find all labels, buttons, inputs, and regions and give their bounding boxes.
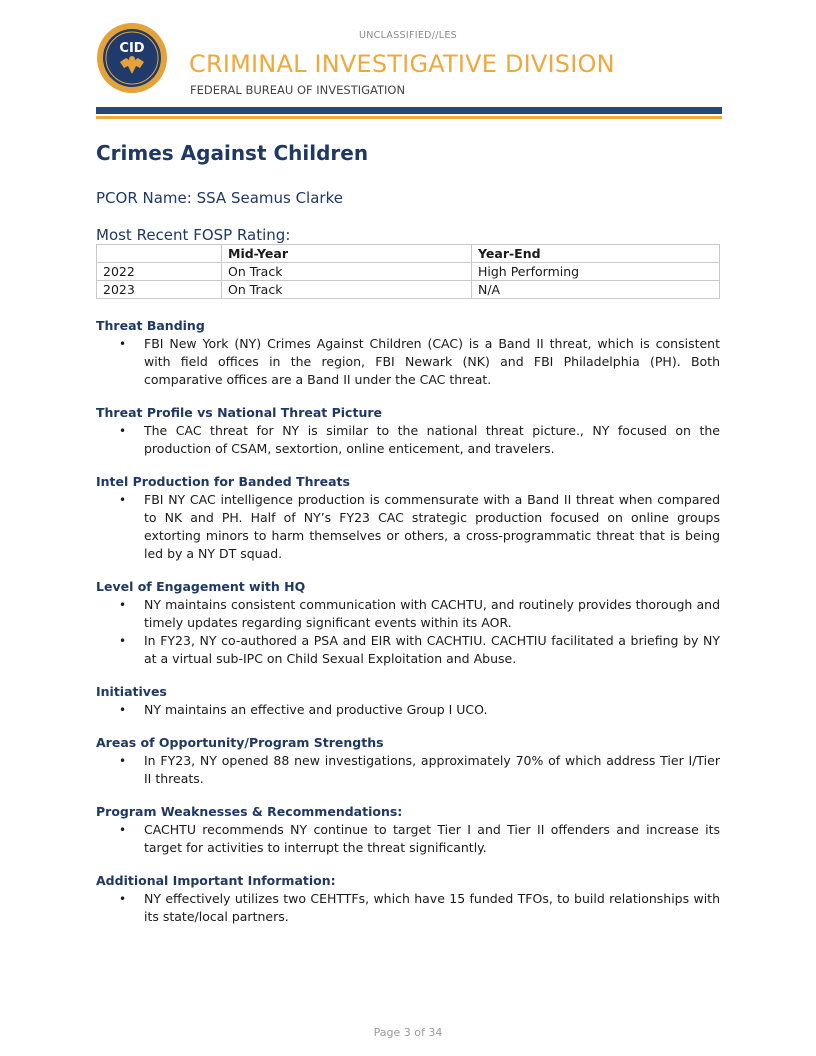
seal-text: CID <box>119 41 145 56</box>
fosp-rating-table <box>96 244 720 299</box>
section-intel-production <box>96 474 720 563</box>
bureau-name: FEDERAL BUREAU OF INVESTIGATION <box>190 83 406 97</box>
bullet-item: • CACHTU recommends NY continue to target Tier I and Tier II offenders and increase its target for activities to interrupt the threat significantly. <box>96 821 720 857</box>
table-header-cell <box>97 245 222 263</box>
table-cell: 2023 <box>97 281 222 299</box>
section-initiatives <box>96 684 720 719</box>
assessment-content <box>96 318 720 942</box>
division-title: CRIMINAL INVESTIGATIVE DIVISION <box>189 50 615 78</box>
pcor-name: PCOR Name: SSA Seamus Clarke <box>96 189 343 207</box>
section-heading: Areas of Opportunity/Program Strengths <box>96 735 384 750</box>
table-cell: 2022 <box>97 263 222 281</box>
table-header-cell: Year-End <box>472 245 720 263</box>
bullet-item: • FBI NY CAC intelligence production is commensurate with a Band II threat when compared to NK and PH. Half of NY’s FY23 CAC strategic production focused on online groups extorting minors to harm themselves or others, a cross-programmatic threat that is being led by a NY DT squad. <box>96 491 720 563</box>
section-heading: Threat Profile vs National Threat Picture <box>96 405 382 420</box>
page-title: Crimes Against Children <box>96 141 369 165</box>
section-heading: Additional Important Information: <box>96 873 336 888</box>
header-rule-navy <box>96 107 722 114</box>
section-heading: Program Weaknesses & Recommendations: <box>96 804 403 819</box>
section-threat-profile <box>96 405 720 458</box>
cid-seal-logo <box>96 22 168 94</box>
bullet-item: • In FY23, NY co-authored a PSA and EIR with CACHTIU. CACHTIU facilitated a briefing by NY at a virtual sub-IPC on Child Sexual Exploitation and Abuse. <box>96 632 720 668</box>
classification-marking: UNCLASSIFIED//LES <box>359 30 457 41</box>
section-heading: Initiatives <box>96 684 167 699</box>
table-header-cell: Mid-Year <box>222 245 472 263</box>
fosp-rating-label: Most Recent FOSP Rating: <box>96 226 291 244</box>
section-program-strengths <box>96 735 720 788</box>
header-rule-gold <box>96 116 722 119</box>
table-header-row <box>97 245 720 263</box>
bullet-item: • In FY23, NY opened 88 new investigations, approximately 70% of which address Tier I/Tier II threats. <box>96 752 720 788</box>
table-cell: High Performing <box>472 263 720 281</box>
bullet-item: • FBI New York (NY) Crimes Against Children (CAC) is a Band II threat, which is consistent with field offices in the region, FBI Newark (NK) and FBI Philadelphia (PH). Both comparative offices are a Band II under the CAC threat. <box>96 335 720 389</box>
bullet-item: • The CAC threat for NY is similar to the national threat picture., NY focused on the production of CSAM, sextortion, online enticement, and travelers. <box>96 422 720 458</box>
section-threat-banding <box>96 318 720 389</box>
bullet-item: • NY maintains consistent communication with CACHTU, and routinely provides thorough and timely updates regarding significant events within its AOR. <box>96 596 720 632</box>
table-cell: On Track <box>222 263 472 281</box>
bullet-item: • NY effectively utilizes two CEHTTFs, which have 15 funded TFOs, to build relationships with its state/local partners. <box>96 890 720 926</box>
table-row <box>97 263 720 281</box>
section-heading: Threat Banding <box>96 318 205 333</box>
section-additional-info <box>96 873 720 926</box>
page-number: Page 3 of 34 <box>373 1026 443 1039</box>
table-row <box>97 281 720 299</box>
bullet-item: • NY maintains an effective and productive Group I UCO. <box>96 701 720 719</box>
table-cell: N/A <box>472 281 720 299</box>
section-hq-engagement <box>96 579 720 668</box>
table-cell: On Track <box>222 281 472 299</box>
section-program-weaknesses <box>96 804 720 857</box>
section-heading: Intel Production for Banded Threats <box>96 474 350 489</box>
section-heading: Level of Engagement with HQ <box>96 579 306 594</box>
